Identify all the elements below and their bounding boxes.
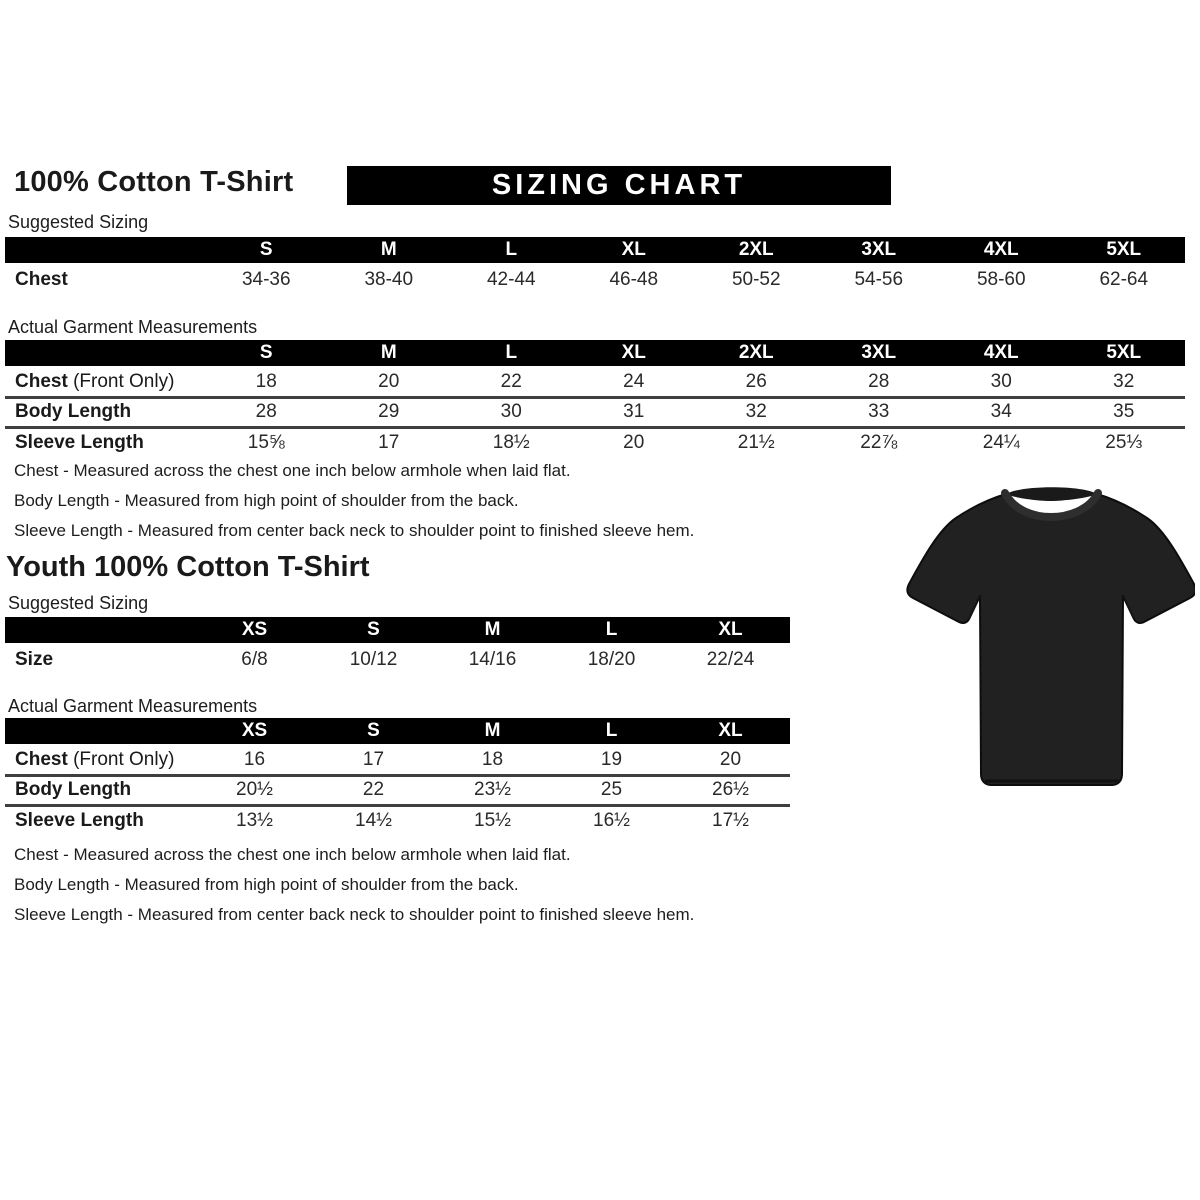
header-label-spacer bbox=[5, 718, 195, 745]
measurement-row-label bbox=[5, 427, 205, 457]
size-column-header: 4XL bbox=[940, 237, 1063, 264]
size-column-header: 2XL bbox=[695, 237, 818, 264]
measurement-row-label bbox=[5, 644, 195, 674]
measurement-value: 20 bbox=[378, 370, 400, 392]
measurement-value: 24 bbox=[623, 370, 645, 392]
measurement-value: 15½ bbox=[474, 809, 511, 831]
adult-suggested-sizing-label: Suggested Sizing bbox=[8, 212, 149, 232]
measurement-row-label bbox=[5, 775, 195, 805]
measurement-value: 22/24 bbox=[706, 648, 755, 670]
youth-suggested-sizing-table bbox=[5, 617, 790, 674]
note-sleeve-length: Sleeve Length - Measured from center back neck to shoulder point to finished sleeve hem. bbox=[14, 905, 695, 924]
row-label-text: Chest bbox=[15, 370, 68, 392]
tshirt-body bbox=[907, 494, 1195, 785]
measurement-value: 25⅓ bbox=[1105, 431, 1143, 453]
size-column-header: XS bbox=[195, 718, 314, 745]
size-column-header: 2XL bbox=[695, 340, 818, 367]
header-label-spacer bbox=[5, 237, 205, 264]
measurement-value: 25 bbox=[600, 779, 623, 800]
measurement-row bbox=[5, 397, 1185, 427]
measurement-value: 58-60 bbox=[976, 268, 1026, 290]
size-column-header: XL bbox=[671, 718, 790, 745]
youth-measurement-notes bbox=[14, 843, 694, 933]
row-label-text: Chest bbox=[15, 748, 68, 770]
size-column-header: M bbox=[328, 340, 451, 367]
size-column-header: XS bbox=[195, 617, 314, 644]
measurement-value: 23½ bbox=[474, 779, 511, 800]
measurement-value: 22⅞ bbox=[860, 431, 898, 453]
measurement-value: 31 bbox=[623, 401, 645, 422]
measurement-row-label bbox=[5, 805, 195, 835]
youth-actual-measurements-table bbox=[5, 718, 790, 835]
measurement-value: 26 bbox=[745, 370, 767, 392]
measurement-value: 14/16 bbox=[468, 648, 517, 670]
measurement-value: 15⅝ bbox=[247, 431, 285, 453]
measurement-row bbox=[5, 264, 1185, 294]
measurement-row bbox=[5, 367, 1185, 397]
page-title: 100% Cotton T-Shirt bbox=[14, 166, 294, 198]
row-label-text: Body Length bbox=[15, 401, 132, 422]
size-column-header: M bbox=[328, 237, 451, 264]
size-column-header: S bbox=[314, 718, 433, 745]
measurement-value: 28 bbox=[868, 370, 890, 392]
row-label-suffix: (Front Only) bbox=[67, 370, 175, 392]
size-header-row bbox=[5, 340, 1185, 367]
measurement-value: 17 bbox=[362, 748, 385, 770]
measurement-value: 17 bbox=[378, 431, 400, 453]
size-column-header: 3XL bbox=[818, 340, 941, 367]
size-column-header: 3XL bbox=[818, 237, 941, 264]
row-label-text: Body Length bbox=[15, 779, 132, 800]
row-label-suffix: (Front Only) bbox=[67, 748, 175, 770]
measurement-value: 18/20 bbox=[587, 648, 636, 670]
measurement-value: 18 bbox=[481, 748, 504, 770]
measurement-value: 22 bbox=[362, 779, 385, 800]
measurement-value: 14½ bbox=[355, 809, 392, 831]
size-column-header: S bbox=[205, 340, 328, 367]
measurement-value: 13½ bbox=[236, 809, 273, 831]
youth-page-title: Youth 100% Cotton T-Shirt bbox=[6, 551, 370, 583]
measurement-value: 29 bbox=[378, 401, 400, 422]
size-column-header: M bbox=[433, 617, 552, 644]
measurement-value: 30 bbox=[990, 370, 1012, 392]
measurement-value: 16 bbox=[243, 748, 266, 770]
measurement-value: 17½ bbox=[712, 809, 749, 831]
measurement-row-label bbox=[5, 745, 195, 775]
measurement-value: 32 bbox=[745, 401, 767, 422]
measurement-value: 21½ bbox=[737, 431, 775, 453]
measurement-value: 46-48 bbox=[609, 268, 659, 290]
measurement-value: 18 bbox=[255, 370, 277, 392]
row-label-text: Sleeve Length bbox=[15, 809, 144, 831]
measurement-value: 62-64 bbox=[1099, 268, 1149, 290]
row-label-text: Sleeve Length bbox=[15, 431, 144, 453]
measurement-row bbox=[5, 644, 790, 674]
measurement-row-label bbox=[5, 397, 205, 427]
size-column-header: XL bbox=[573, 237, 696, 264]
size-column-header: XL bbox=[573, 340, 696, 367]
black-tshirt-photo bbox=[893, 468, 1195, 818]
note-body-length: Body Length - Measured from high point of shoulder from the back. bbox=[14, 875, 519, 894]
measurement-value: 54-56 bbox=[854, 268, 904, 290]
row-label-text: Size bbox=[15, 648, 54, 670]
note-chest: Chest - Measured across the chest one inch below armhole when laid flat. bbox=[14, 461, 571, 480]
measurement-value: 30 bbox=[500, 401, 522, 422]
header-label-spacer bbox=[5, 617, 195, 644]
size-column-header: 5XL bbox=[1063, 237, 1186, 264]
measurement-value: 28 bbox=[255, 401, 277, 422]
measurement-value: 6/8 bbox=[241, 648, 268, 670]
measurement-value: 16½ bbox=[593, 809, 630, 831]
measurement-value: 26½ bbox=[712, 779, 749, 800]
size-column-header: S bbox=[205, 237, 328, 264]
measurement-value: 50-52 bbox=[731, 268, 781, 290]
adult-actual-measurements-label: Actual Garment Measurements bbox=[8, 317, 258, 337]
row-label-text: Chest bbox=[15, 268, 68, 290]
measurement-value: 42-44 bbox=[486, 268, 536, 290]
measurement-row bbox=[5, 745, 790, 775]
size-column-header: L bbox=[450, 340, 573, 367]
measurement-value: 20 bbox=[623, 431, 645, 453]
size-column-header: S bbox=[314, 617, 433, 644]
tshirt-collar-back bbox=[1006, 487, 1097, 501]
note-chest: Chest - Measured across the chest one inch below armhole when laid flat. bbox=[14, 845, 571, 864]
measurement-value: 18½ bbox=[492, 431, 530, 453]
measurement-value: 22 bbox=[500, 370, 522, 392]
measurement-value: 20 bbox=[719, 748, 742, 770]
sizing-chart-banner: SIZING CHART bbox=[347, 166, 891, 205]
measurement-value: 32 bbox=[1113, 370, 1135, 392]
size-header-row bbox=[5, 617, 790, 644]
measurement-value: 24¼ bbox=[982, 431, 1020, 453]
adult-actual-measurements-table bbox=[5, 340, 1185, 457]
size-header-row bbox=[5, 237, 1185, 264]
measurement-value: 34 bbox=[990, 401, 1012, 422]
measurement-row bbox=[5, 805, 790, 835]
measurement-value: 33 bbox=[868, 401, 890, 422]
tshirt-image bbox=[893, 468, 1195, 818]
note-sleeve-length: Sleeve Length - Measured from center back neck to shoulder point to finished sleeve hem. bbox=[14, 521, 695, 540]
measurement-row bbox=[5, 427, 1185, 457]
measurement-value: 10/12 bbox=[349, 648, 398, 670]
measurement-row-label bbox=[5, 264, 205, 294]
youth-suggested-sizing-label: Suggested Sizing bbox=[8, 593, 149, 613]
size-column-header: XL bbox=[671, 617, 790, 644]
measurement-value: 20½ bbox=[236, 779, 273, 800]
note-body-length: Body Length - Measured from high point of shoulder from the back. bbox=[14, 491, 519, 510]
adult-measurement-notes bbox=[14, 459, 694, 549]
header-label-spacer bbox=[5, 340, 205, 367]
size-column-header: L bbox=[552, 617, 671, 644]
size-column-header: 5XL bbox=[1063, 340, 1186, 367]
measurement-row bbox=[5, 775, 790, 805]
measurement-value: 19 bbox=[600, 748, 623, 770]
size-column-header: L bbox=[450, 237, 573, 264]
size-header-row bbox=[5, 718, 790, 745]
size-column-header: L bbox=[552, 718, 671, 745]
youth-actual-measurements-label: Actual Garment Measurements bbox=[8, 696, 258, 716]
measurement-value: 38-40 bbox=[364, 268, 414, 290]
adult-suggested-sizing-table bbox=[5, 237, 1185, 294]
measurement-value: 34-36 bbox=[241, 268, 291, 290]
size-column-header: M bbox=[433, 718, 552, 745]
measurement-value: 35 bbox=[1113, 401, 1135, 422]
measurement-row-label bbox=[5, 367, 205, 397]
size-column-header: 4XL bbox=[940, 340, 1063, 367]
